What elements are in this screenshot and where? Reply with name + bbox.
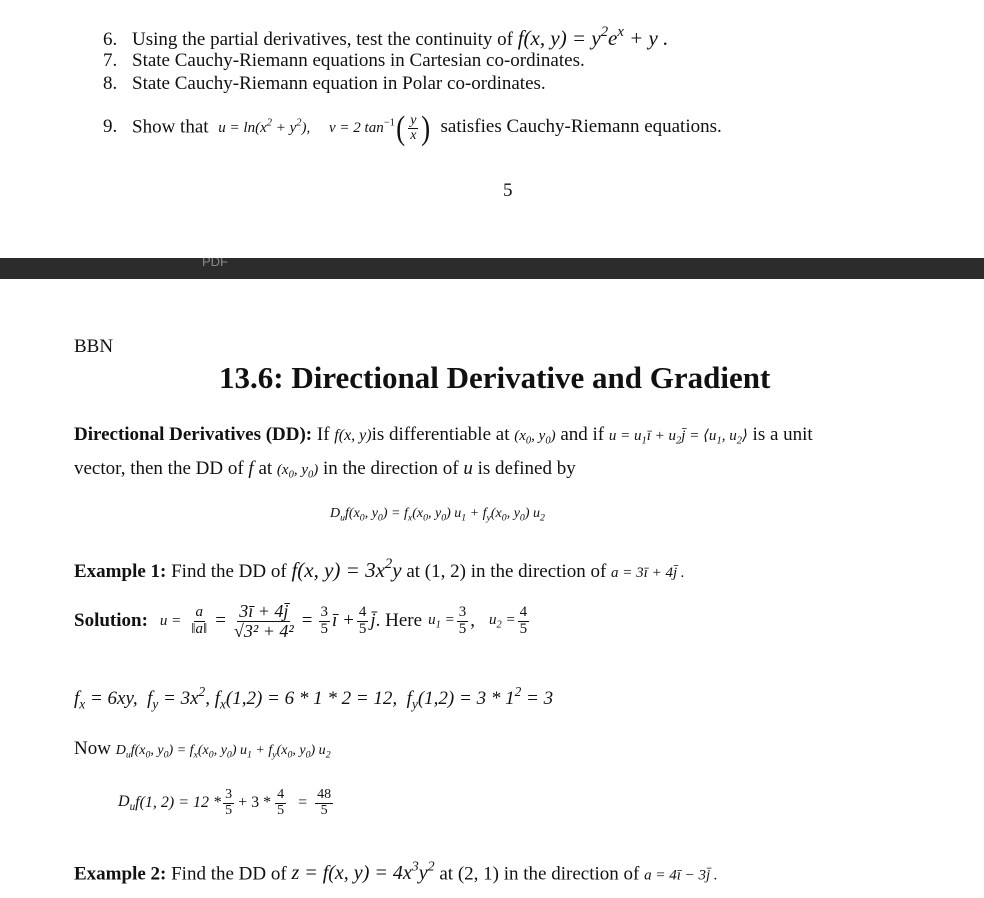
question-number: 9. xyxy=(103,116,118,138)
page-number: 5 xyxy=(503,180,513,201)
example-2: Example 2: Find the DD of z = f(x, $y) = 4x^3y^2$ at (2, 1) in the direction of a = 4ī − 3j̄ . xyxy=(74,860,718,885)
page-title: 13.6: Directional Derivative and Gradient xyxy=(219,360,771,395)
question-text: satisfies Cauchy-Riemann equations. xyxy=(440,116,722,138)
v-expression: v = 2 $\tan^{-1}$( $\frac{y}{x}$ ) xyxy=(329,109,431,147)
header-code: BBN xyxy=(74,336,114,357)
question-text: Using the partial derivatives, test the continuity of xyxy=(132,28,513,50)
question-number: 6. xyxy=(103,28,118,50)
example-label: Example 2: xyxy=(74,863,167,885)
divider-label: PDF xyxy=(202,258,228,268)
solution-label: Solution: xyxy=(74,610,148,632)
definition-line-1: Directional Derivatives (DD): If f(x, y)is differentiable at ($x_0$, $y_0$) and if $u = u_1ī$ + $u_2j̄$ = $⟨u_1$, $u_2⟩$ is a unit xyxy=(74,424,813,447)
question-number: 8. xyxy=(103,73,118,94)
question-text: State Cauchy-Riemann equation in Polar co-ordinates. xyxy=(132,73,546,94)
question-8 xyxy=(103,73,546,95)
now-result: $D_u$ f(1, 2) = 12 * $\frac{3}{5}$ + 3 * $\frac{4}{5}$ = $\frac{48}{5}$ xyxy=(118,787,332,818)
math-expression: f(x, $y) = y^2e^x + y$ . xyxy=(517,24,669,50)
example-1: Example 1: Find the DD of f(x, $y) = 3x^2y$ at (1, 2) in the direction of a = 3ī + 4j̄ . xyxy=(74,556,685,582)
question-6 xyxy=(103,24,668,51)
example-label: Example 1: xyxy=(74,560,167,582)
definition-line-2: vector, then the DD of f at ($x_0$, $y_0$) in the direction of u is defined by xyxy=(74,458,576,481)
u-expression: $u = \ln(x^2 + y^2)$, xyxy=(218,118,311,137)
page-divider-bar xyxy=(0,258,984,279)
question-7 xyxy=(103,50,585,72)
solution: Solution: u = $\frac{a}{‖a‖}$ = $\frac{3ī + 4j̄}{\text{√3² + 4²}}$ = $\frac{3}{5}$ ī + $\frac{4}{5}$ j̄ . Here $u_1$ = $\frac{3}{5}$ , $u_2$ = $\frac{4}{5}$ xyxy=(74,601,528,641)
question-number: 7. xyxy=(103,50,118,71)
now-line: Now $D_uf(x_0$, $y_0) = f_x(x_0$, $y_0$) $u_1 + f_y(x_0$, $y_0$) $u_2$ xyxy=(74,738,331,761)
dd-formula: $D_uf(x_0$, $y_0) = f_x(x_0$, $y_0$) $u_1 + f_y(x_0$, $y_0$) $u_2$ xyxy=(330,506,545,524)
definition-label: Directional Derivatives (DD): xyxy=(74,424,313,445)
partial-derivatives: $f_x = 6xy$, $f_y = 3x^2$, $f_x(1,2) = 6 * 1 * 2 = 12$, $f_y(1,2) = 3 * 1^2 = 3$ xyxy=(74,684,554,712)
question-9: 9. Show that $u = \ln(x^2 + y^2)$, v = 2 $\tan^{-1}$( $\frac{y}{x}$ ) satisfies Cauchy-Riemann equations. xyxy=(103,98,722,154)
question-text: State Cauchy-Riemann equations in Cartesian co-ordinates. xyxy=(132,50,585,71)
